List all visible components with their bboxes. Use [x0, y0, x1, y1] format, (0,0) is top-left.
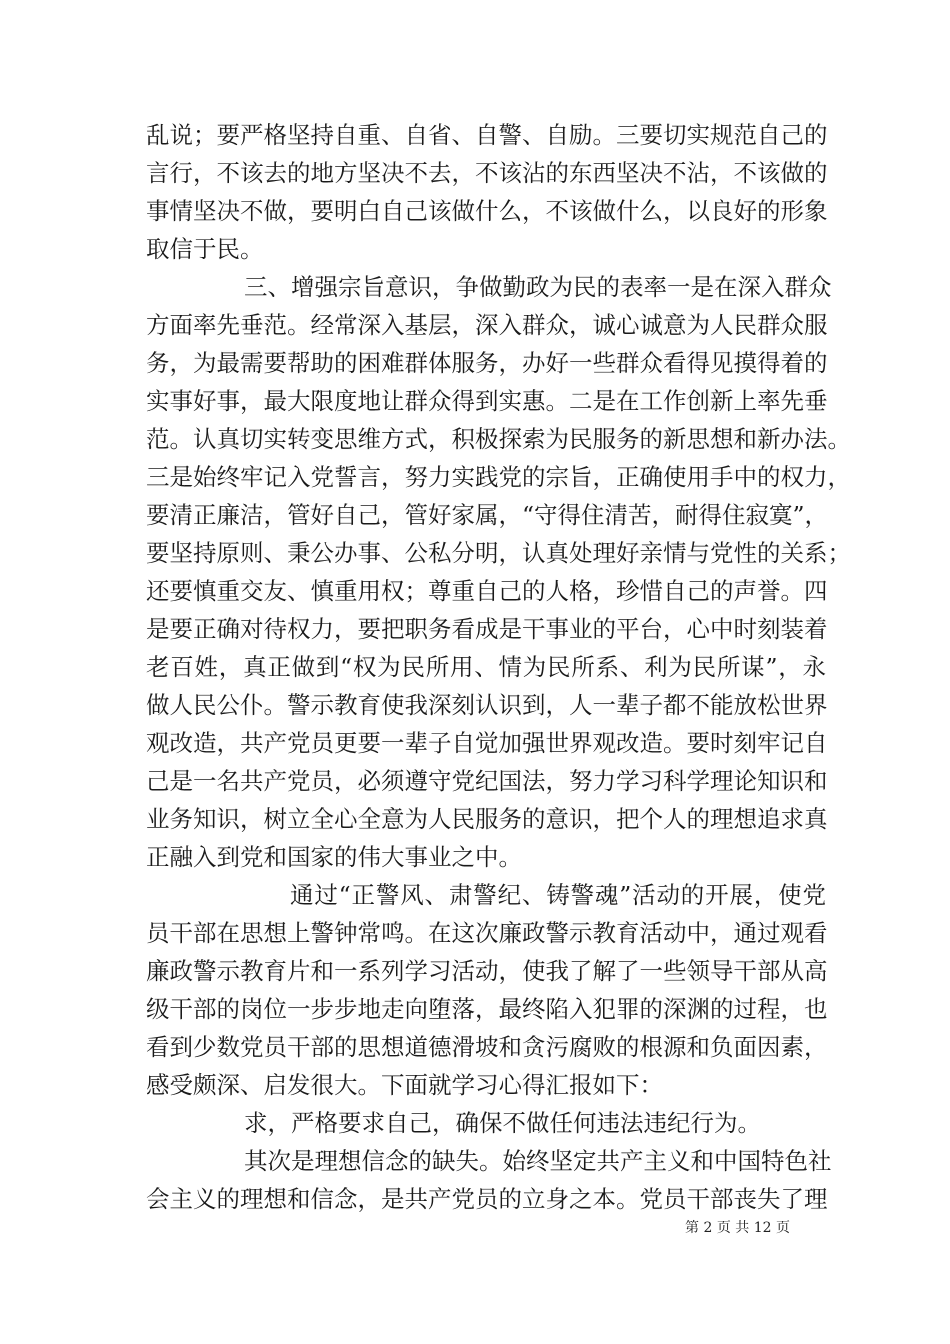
text-line: 范。认真切实转变思维方式，积极探索为民服务的新思想和新办法。 [146, 425, 851, 453]
paragraph-first-line: 三、增强宗旨意识，争做勤政为民的表率一是在深入群众 [244, 273, 832, 301]
text-line: 己是一名共产党员，必须遵守党纪国法，努力学习科学理论知识和 [146, 767, 828, 795]
text-line: 还要慎重交友、慎重用权；尊重自己的人格，珍惜自己的声誉。四 [146, 577, 828, 605]
text-line: 感受颇深、启发很大。下面就学习心得汇报如下： [146, 1071, 663, 1099]
text-line: 方面率先垂范。经常深入基层，深入群众，诚心诚意为人民群众服 [146, 311, 828, 339]
text-line: 观改造，共产党员更要一辈子自觉加强世界观改造。要时刻牢记自 [146, 729, 828, 757]
text-line: 廉政警示教育片和一系列学习活动，使我了解了一些领导干部从高 [146, 957, 828, 985]
text-line: 乱说；要严格坚持自重、自省、自警、自励。三要切实规范自己的 [146, 121, 828, 149]
text-line: 要坚持原则、秉公办事、公私分明，认真处理好亲情与党性的关系； [146, 539, 851, 567]
text-line: 看到少数党员干部的思想道德滑坡和贪污腐败的根源和负面因素， [146, 1033, 828, 1061]
text-line: 事情坚决不做，要明白自己该做什么，不该做什么，以良好的形象 [146, 197, 828, 225]
text-line: 取信于民。 [146, 235, 264, 263]
text-line: 是要正确对待权力，要把职务看成是干事业的平台，心中时刻装着 [146, 615, 828, 643]
text-line: 务，为最需要帮助的困难群体服务，办好一些群众看得见摸得着的 [146, 349, 828, 377]
text-line: 做人民公仆。警示教育使我深刻认识到，人一辈子都不能放松世界 [146, 691, 828, 719]
text-line: 老百姓，真正做到“权为民所用、情为民所系、利为民所谋”，永 [146, 653, 826, 681]
paragraph-first-line: 通过“正警风、肃警纪、铸警魂”活动的开展，使党 [290, 881, 826, 909]
text-line: 要清正廉洁，管好自己，管好家属，“守得住清苦，耐得住寂寞”， [146, 501, 829, 529]
text-line: 三是始终牢记入党誓言，努力实践党的宗旨，正确使用手中的权力， [146, 463, 851, 491]
text-line: 会主义的理想和信念，是共产党员的立身之本。党员干部丧失了理 [146, 1185, 828, 1213]
page-number-footer: 第 2 页 共 12 页 [685, 1220, 790, 1236]
text-line: 实事好事，最大限度地让群众得到实惠。二是在工作创新上率先垂 [146, 387, 828, 415]
paragraph-first-line: 求，严格要求自己，确保不做任何违法违纪行为。 [244, 1109, 761, 1137]
text-line: 业务知识，树立全心全意为人民服务的意识，把个人的理想追求真 [146, 805, 828, 833]
text-line: 级干部的岗位一步步地走向堕落，最终陷入犯罪的深渊的过程，也 [146, 995, 828, 1023]
text-line: 员干部在思想上警钟常鸣。在这次廉政警示教育活动中，通过观看 [146, 919, 828, 947]
text-line: 言行，不该去的地方坚决不去，不该沾的东西坚决不沾，不该做的 [146, 159, 828, 187]
text-line: 正融入到党和国家的伟大事业之中。 [146, 843, 522, 871]
paragraph-first-line: 其次是理想信念的缺失。始终坚定共产主义和中国特色社 [244, 1147, 832, 1175]
